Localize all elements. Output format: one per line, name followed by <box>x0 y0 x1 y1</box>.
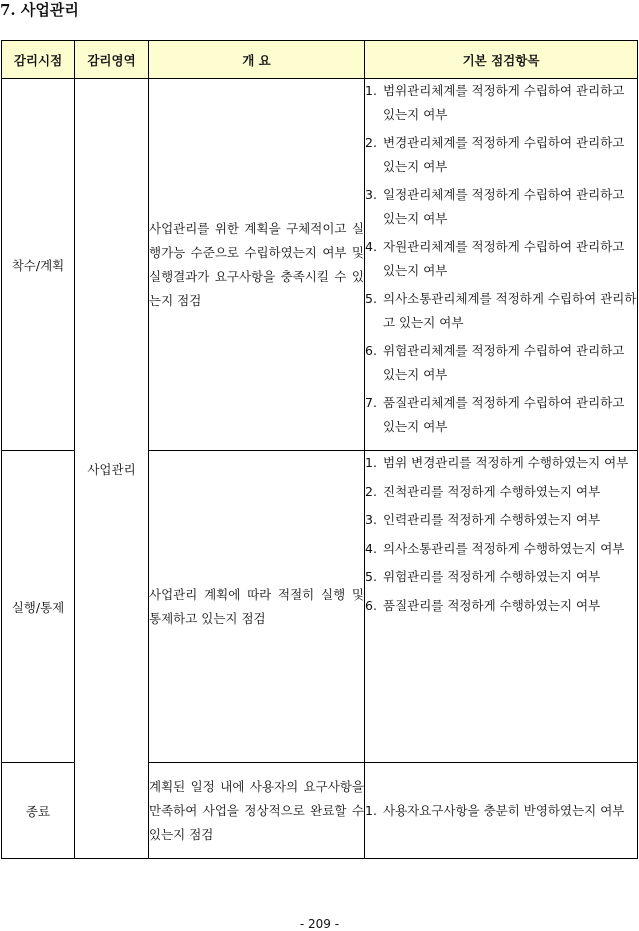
check-list-execute-control <box>365 451 637 617</box>
check-item: 1. 범위관리체계를 적정하게 수립하여 관리하고 있는지 여부 <box>365 83 625 122</box>
check-item: 2. 진척관리를 적정하게 수행하였는지 여부 <box>365 483 601 499</box>
check-item: 5. 의사소통관리체계를 적정하게 수립하여 관리하고 있는지 여부 <box>365 291 637 330</box>
table-header-row <box>2 41 638 79</box>
check-item: 4. 의사소통관리를 적정하게 수행하였는지 여부 <box>365 540 625 556</box>
check-item: 6. 위험관리체계를 적정하게 수립하여 관리하고 있는지 여부 <box>365 343 625 382</box>
section-title: 7. 사업관리 <box>0 1 79 19</box>
header-check-items: 기본 점검항목 <box>365 41 638 79</box>
check-list-close <box>365 799 637 823</box>
check-item: 1. 사용자요구사항을 충분히 반영하였는지 여부 <box>365 802 625 818</box>
overview-execute-control: 사업관리 계획에 따라 적절히 실행 및 통제하고 있는지 점검 <box>149 451 365 763</box>
audit-point-start-plan: 착수/계획 <box>2 79 75 451</box>
header-audit-point: 감리시점 <box>2 41 75 79</box>
audit-checklist-table <box>1 40 638 859</box>
check-item: 6. 품질관리를 적정하게 수행하였는지 여부 <box>365 597 601 613</box>
check-item: 1. 범위 변경관리를 적정하게 수행하였는지 여부 <box>365 455 629 470</box>
audit-point-close: 종료 <box>2 763 75 859</box>
audit-area: 사업관리 <box>75 79 149 859</box>
check-items-execute-control <box>365 451 638 763</box>
check-item: 3. 인력관리를 적정하게 수행하였는지 여부 <box>365 512 601 527</box>
check-item: 5. 위험관리를 적정하게 수행하였는지 여부 <box>365 569 601 584</box>
check-items-close <box>365 763 638 859</box>
check-list-start-plan <box>365 79 637 438</box>
check-items-start-plan <box>365 79 638 451</box>
overview-start-plan: 사업관리를 위한 계획을 구체적이고 실행가능 수준으로 수립하였는지 여부 및 실행결과가 요구사항을 충족시킬 수 있는지 점검 <box>149 79 365 451</box>
header-audit-area: 감리영역 <box>75 41 149 79</box>
table-row-start-plan <box>2 79 638 451</box>
header-overview: 개 요 <box>149 41 365 79</box>
overview-close: 계획된 일정 내에 사용자의 요구사항을 만족하여 사업을 정상적으로 완료할 수 있는지 점검 <box>149 763 365 859</box>
page-number: - 209 - <box>299 917 340 931</box>
audit-point-execute-control: 실행/통제 <box>2 451 75 763</box>
check-item: 7. 품질관리체계를 적정하게 수립하여 관리하고 있는지 여부 <box>365 395 625 434</box>
check-item: 3. 일정관리체계를 적정하게 수립하여 관리하고 있는지 여부 <box>365 187 625 226</box>
check-item: 4. 자원관리체계를 적정하게 수립하여 관리하고 있는지 여부 <box>365 239 625 278</box>
check-item: 2. 변경관리체계를 적정하게 수립하여 관리하고 있는지 여부 <box>365 135 625 174</box>
